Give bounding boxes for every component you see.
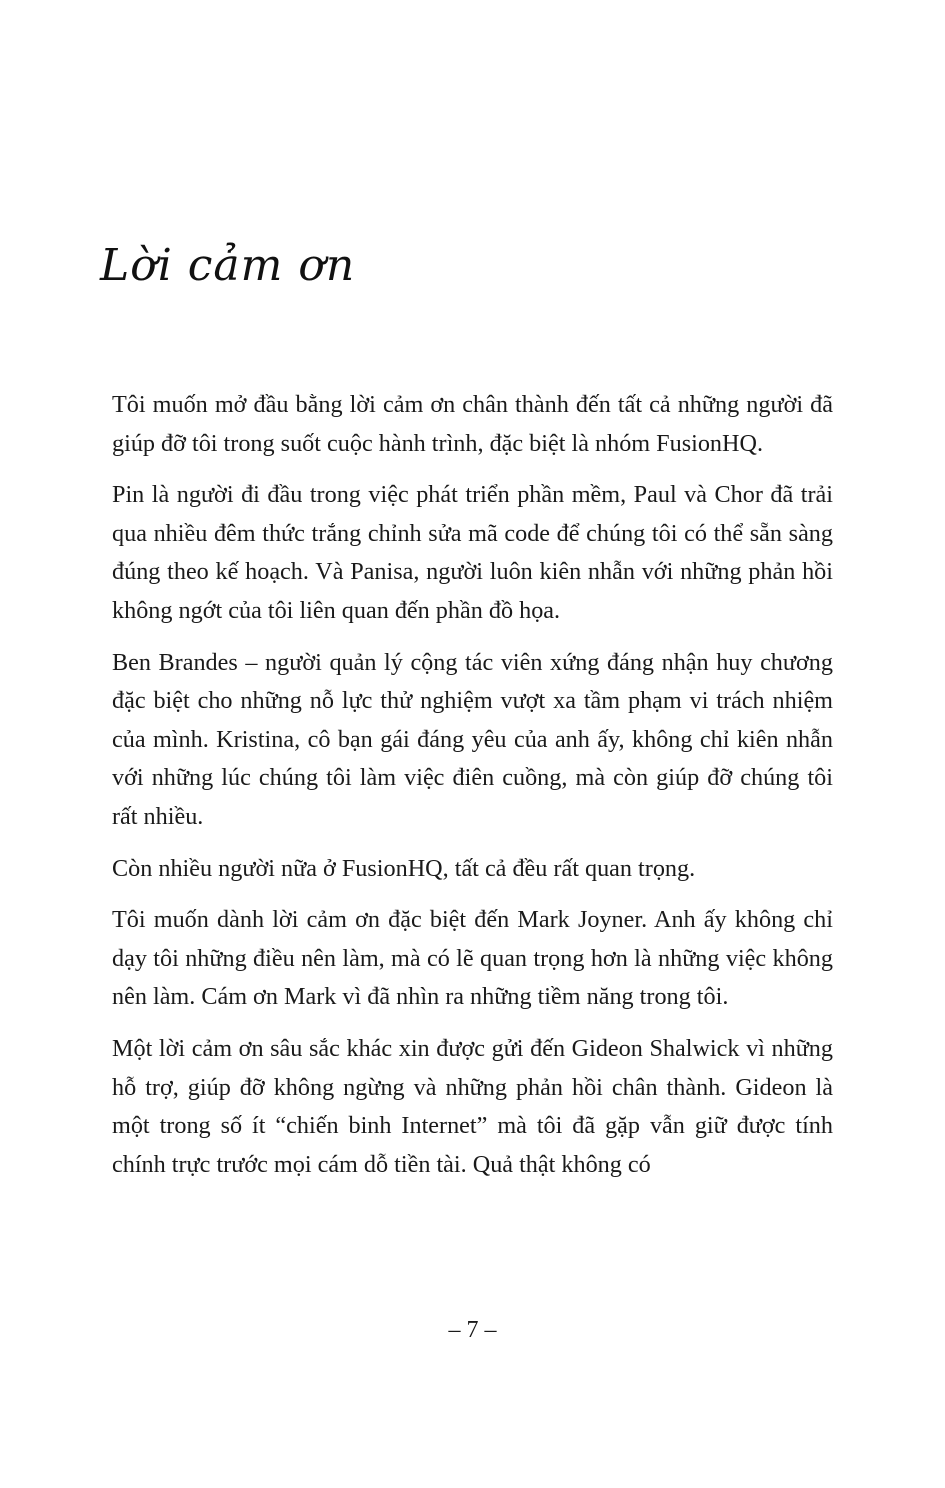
paragraph-2: Pin là người đi đầu trong việc phát triển phần mềm, Paul và Chor đã trải qua nhiều đêm thức trắng chỉnh sửa mã code để chúng tôi có thể sẵn sàng đúng theo kế hoạch. Và Panisa, người luôn kiên nhẫn với những phản hồi không ngớt của tôi liên quan đến phần đồ họa.	[112, 481, 833, 624]
paragraph-5: Tôi muốn dành lời cảm ơn đặc biệt đến Mark Joyner. Anh ấy không chỉ dạy tôi những điều nên làm, mà có lẽ quan trọng hơn là những việc không nên làm. Cám ơn Mark vì đã nhìn ra những tiềm năng trong tôi.	[112, 906, 833, 1011]
chapter-title: Lời cảm ơn	[100, 240, 356, 291]
page-number: – 7 –	[448, 1317, 497, 1343]
body-text	[112, 386, 833, 1197]
paragraph-6: Một lời cảm ơn sâu sắc khác xin được gửi đến Gideon Shalwick vì những hỗ trợ, giúp đỡ không ngừng và những phản hồi chân thành. Gideon là một trong số ít “chiến binh Internet” mà tôi đã gặp vẫn giữ được tính chính trực trước mọi cám dỗ tiền tài. Quả thật không có	[112, 1034, 833, 1178]
paragraph-1: Tôi muốn mở đầu bằng lời cảm ơn chân thành đến tất cả những người đã giúp đỡ tôi trong suốt cuộc hành trình, đặc biệt là nhóm FusionHQ.	[112, 391, 833, 457]
paragraph-3: Ben Brandes – người quản lý cộng tác viên xứng đáng nhận huy chương đặc biệt cho những nỗ lực thử nghiệm vượt xa tầm phạm vi trách nhiệm của mình. Kristina, cô bạn gái đáng yêu của anh ấy, không chỉ kiên nhẫn với những lúc chúng tôi làm việc điên cuồng, mà còn giúp đỡ chúng tôi rất nhiều.	[112, 648, 833, 830]
paragraph-4: Còn nhiều người nữa ở FusionHQ, tất cả đều rất quan trọng.	[112, 854, 696, 882]
